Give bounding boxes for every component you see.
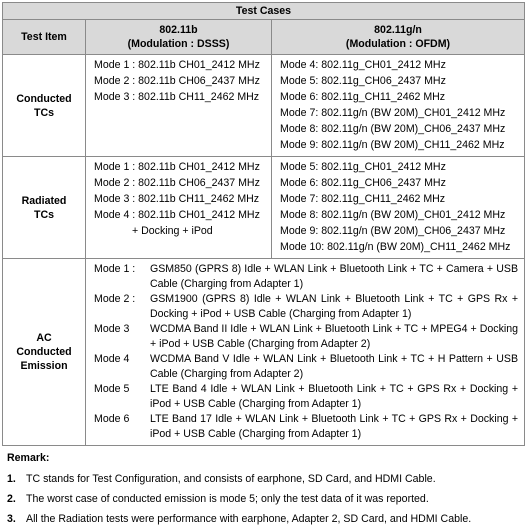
mode-line: Mode 5: 802.11g_CH06_2437 MHz	[280, 75, 446, 87]
remark-item	[7, 492, 518, 506]
remark-item	[7, 472, 518, 486]
mode-line: Mode 8: 802.11g/n (BW 20M)_CH01_2412 MHz	[280, 209, 506, 221]
table-row-conducted	[3, 55, 525, 157]
ac-mode-item	[92, 262, 518, 291]
ac-mode-label: Mode 3	[94, 323, 130, 335]
header-802-11b	[86, 20, 272, 55]
mode-line: Mode 6: 802.11g_CH11_2462 MHz	[280, 91, 446, 103]
remarks-section	[2, 446, 524, 526]
mode-line: Mode 7: 802.11g/n (BW 20M)_CH01_2412 MHz	[280, 107, 506, 119]
header-802-11b-name: 802.11b	[159, 24, 198, 36]
mode-line: Mode 1 : 802.11b CH01_2412 MHz	[94, 59, 260, 71]
mode-line: Mode 1 : 802.11b CH01_2412 MHz	[94, 161, 260, 173]
ac-emission-modes	[86, 259, 525, 446]
table-row-radiated	[3, 157, 525, 259]
ac-mode-item	[92, 412, 518, 441]
row-label-radiated	[3, 157, 86, 259]
mode-line-continuation: + Docking + iPod	[132, 225, 213, 237]
remarks-title: Remark:	[7, 452, 50, 464]
ac-mode-text: GSM1900 (GPRS 8) Idle + WLAN Link + Bluetooth Link + TC + GPS Rx + Docking + iPod + USB Cable (Charging from Adapter 1)	[150, 293, 519, 320]
remark-number: 1.	[7, 473, 16, 485]
ac-mode-text: GSM850 (GPRS 8) Idle + WLAN Link + Bluetooth Link + TC + Camera + USB Cable (Charging from Adapter 1)	[150, 263, 519, 290]
header-test-item: Test Item	[3, 20, 86, 55]
ac-mode-text: WCDMA Band V Idle + WLAN Link + Bluetooth Link + TC + H Pattern + USB Cable (Charging from Adapter 2)	[150, 353, 519, 380]
header-802-11b-modulation: (Modulation : DSSS)	[127, 38, 230, 50]
remark-text: TC stands for Test Configuration, and consists of earphone, SD Card, and HDMI Cable.	[26, 473, 436, 485]
ac-mode-item	[92, 382, 518, 411]
mode-line: Mode 9: 802.11g/n (BW 20M)_CH11_2462 MHz	[280, 139, 505, 151]
remark-text: The worst case of conducted emission is mode 5; only the test data of it was reported.	[26, 493, 429, 505]
table-title: Test Cases	[3, 3, 525, 20]
ac-mode-item	[92, 322, 518, 351]
header-802-11gn-name: 802.11g/n	[374, 24, 422, 36]
test-cases-document	[2, 2, 524, 526]
radiated-802-11b-modes	[86, 157, 272, 259]
row-label-line: Conducted	[16, 346, 72, 358]
conducted-802-11b-modes	[86, 55, 272, 157]
ac-mode-label: Mode 4	[94, 353, 130, 365]
ac-mode-item	[92, 292, 518, 321]
row-label-line: AC	[36, 332, 52, 344]
row-label-conducted	[3, 55, 86, 157]
row-label-line: Conducted	[16, 92, 72, 105]
remark-item	[7, 512, 518, 526]
mode-line: Mode 4 : 802.11b CH01_2412 MHz	[94, 209, 260, 221]
ac-mode-label: Mode 5	[94, 383, 130, 395]
mode-line: Mode 2 : 802.11b CH06_2437 MHz	[94, 177, 260, 189]
ac-mode-label: Mode 6	[94, 413, 130, 425]
ac-mode-item	[92, 352, 518, 381]
ac-mode-label: Mode 1 :	[94, 263, 136, 275]
remark-number: 3.	[7, 513, 16, 525]
mode-line: Mode 9: 802.11g/n (BW 20M)_CH06_2437 MHz	[280, 225, 506, 237]
ac-mode-text: WCDMA Band II Idle + WLAN Link + Bluetooth Link + TC + MPEG4 + Docking + iPod + USB Cable (Charging from Adapter 2)	[150, 323, 519, 350]
remark-text: All the Radiation tests were performance with earphone, Adapter 2, SD Card, and HDMI Cable.	[26, 513, 472, 525]
mode-line: Mode 8: 802.11g/n (BW 20M)_CH06_2437 MHz	[280, 123, 506, 135]
row-label-line: TCs	[33, 208, 54, 221]
mode-line: Mode 3 : 802.11b CH11_2462 MHz	[94, 91, 260, 103]
radiated-802-11gn-modes	[272, 157, 525, 259]
row-label-line: TCs	[33, 106, 54, 119]
mode-line: Mode 3 : 802.11b CH11_2462 MHz	[94, 193, 260, 205]
ac-mode-label: Mode 2 :	[94, 293, 136, 305]
mode-line: Mode 5: 802.11g_CH01_2412 MHz	[280, 161, 446, 173]
ac-mode-text: LTE Band 17 Idle + WLAN Link + Bluetooth Link + TC + GPS Rx + Docking + iPod + USB Cable (Charging from Adapter 1)	[150, 413, 519, 440]
test-cases-table	[2, 2, 525, 446]
header-802-11gn-modulation: (Modulation : OFDM)	[345, 38, 451, 50]
mode-line: Mode 7: 802.11g_CH11_2462 MHz	[280, 193, 446, 205]
conducted-802-11gn-modes	[272, 55, 525, 157]
row-label-line: Emission	[20, 360, 68, 372]
mode-line: Mode 6: 802.11g_CH06_2437 MHz	[280, 177, 446, 189]
mode-line: Mode 10: 802.11g/n (BW 20M)_CH11_2462 MHz	[280, 241, 511, 253]
mode-line: Mode 2 : 802.11b CH06_2437 MHz	[94, 75, 260, 87]
table-row-ac-emission	[3, 259, 525, 446]
row-label-line: Radiated	[21, 194, 67, 207]
ac-mode-text: LTE Band 4 Idle + WLAN Link + Bluetooth Link + TC + GPS Rx + Docking + iPod + USB Cable (Charging from Adapter 1)	[150, 383, 519, 410]
header-802-11gn	[272, 20, 525, 55]
row-label-ac-emission	[3, 259, 86, 446]
mode-line: Mode 4: 802.11g_CH01_2412 MHz	[280, 59, 446, 71]
remark-number: 2.	[7, 493, 16, 505]
